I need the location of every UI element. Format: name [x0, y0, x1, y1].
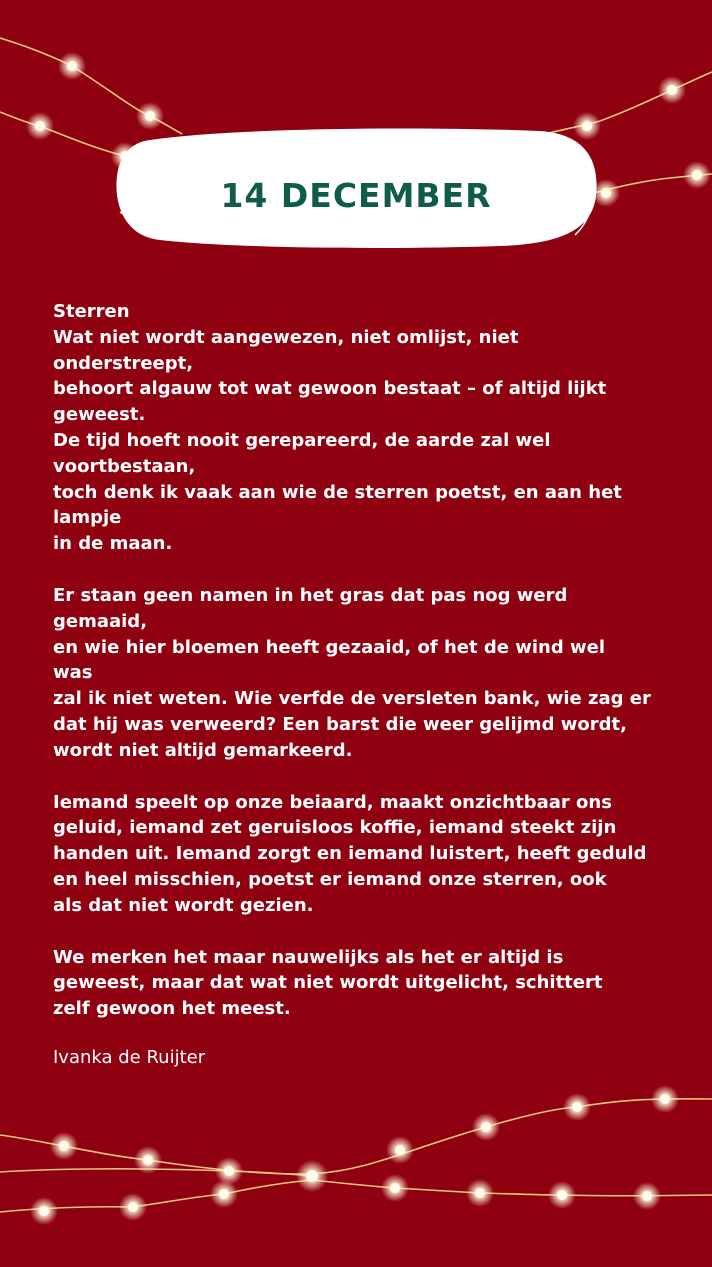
author-name: Ivanka de Ruijter — [53, 1047, 206, 1068]
stanza-4 — [53, 945, 663, 1022]
stanza-3 — [53, 790, 663, 919]
poem-line: als dat niet wordt gezien. — [53, 894, 314, 916]
stanza-2 — [53, 583, 663, 764]
poem-line: We merken het maar nauwelijks als het er altijd is — [53, 946, 564, 968]
poem-line: De tijd hoeft nooit gerepareerd, de aarde zal wel — [53, 429, 551, 451]
poem-line: was — [53, 662, 93, 684]
stanza-1 — [53, 299, 663, 557]
poem-line: geweest, maar dat wat niet wordt uitgelicht, schittert — [53, 972, 603, 994]
poem-line: wordt niet altijd gemarkeerd. — [53, 739, 353, 761]
poem-line: Er staan geen namen in het gras dat pas nog werd — [53, 584, 568, 606]
poem-line: en wie hier bloemen heeft gezaaid, of het de wind wel — [53, 636, 606, 658]
poem-line: gemaaid, — [53, 610, 148, 632]
poem-title: Sterren — [53, 301, 130, 322]
date-title: 14 DECEMBER — [220, 175, 492, 215]
poem-line: in de maan. — [53, 533, 173, 555]
poem-line: Wat niet wordt aangewezen, niet omlijst, niet — [53, 326, 519, 348]
poem-line: zelf gewoon het meest. — [53, 998, 291, 1020]
poem-line: onderstreept, — [53, 352, 194, 374]
poem-line: voortbestaan, — [53, 455, 196, 477]
poem-line: en heel misschien, poetst er iemand onze sterren, ook — [53, 868, 607, 890]
bottom-bulbs — [30, 1085, 679, 1225]
poem-line: Iemand speelt op onze beiaard, maakt onzichtbaar ons — [53, 791, 612, 813]
poem-line: zal ik niet weten. Wie verfde de versleten bank, wie zag er — [53, 688, 651, 710]
poem-line: lampje — [53, 507, 122, 529]
poem-line: behoort algauw tot wat gewoon bestaat – of altijd lijkt — [53, 378, 607, 400]
poem-line: dat hij was verweerd? Een barst die weer gelijmd wordt, — [53, 713, 627, 735]
poem-text — [53, 299, 663, 1048]
poem-line: toch denk ik vaak aan wie de sterren poetst, en aan het — [53, 481, 622, 503]
poem-line: geluid, iemand zet geruisloos koffie, iemand steekt zijn — [53, 817, 617, 839]
poem-line: geweest. — [53, 404, 146, 426]
poem-line: handen uit. Iemand zorgt en iemand luistert, heeft geduld — [53, 843, 647, 865]
